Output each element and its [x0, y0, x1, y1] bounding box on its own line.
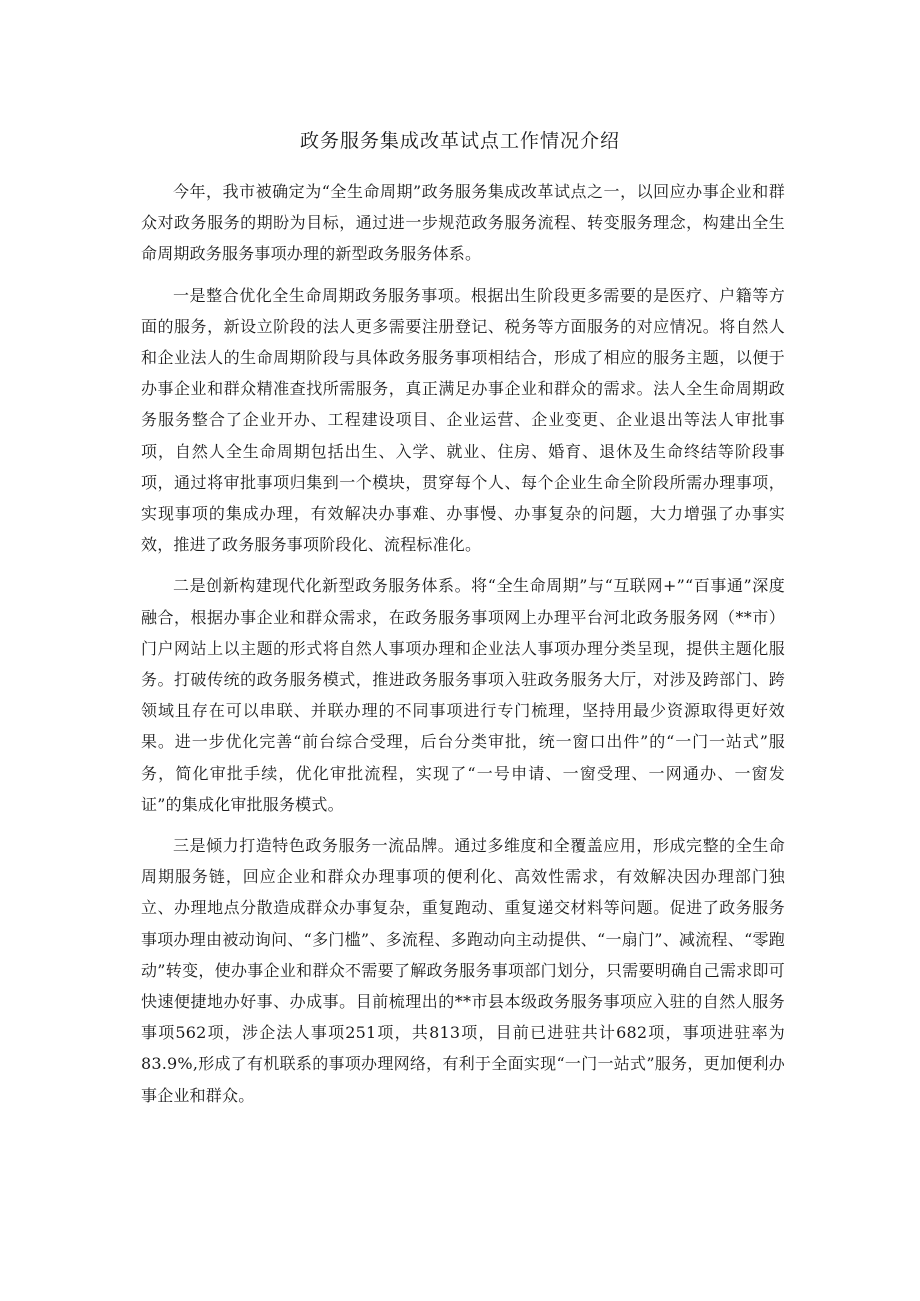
- document-body: [141, 176, 785, 1121]
- paragraph-one: 一是整合优化全生命周期政务服务事项。根据出生阶段更多需要的是医疗、户籍等方面的服务，新设立阶段的法人更多需要注册登记、税务等方面服务的对应情况。将自然人和企业法人的生命周期阶段与具体政务服务事项相结合，形成了相应的服务主题，以便于办事企业和群众精准查找所需服务，真正满足办事企业和群众的需求。法人全生命周期政务服务整合了企业开办、工程建设项目、企业运营、企业变更、企业退出等法人审批事项，自然人全生命周期包括出生、入学、就业、住房、婚育、退休及生命终结等阶段事项，通过将审批事项归集到一个模块，贯穿每个人、每个企业生命全阶段所需办理事项，实现事项的集成办理，有效解决办事难、办事慢、办事复杂的问题，大力增强了办事实效，推进了政务服务事项阶段化、流程标准化。: [141, 285, 785, 555]
- paragraph-intro: 今年，我市被确定为“全生命周期”政务服务集成改革试点之一，以回应办事企业和群众对政务服务的期盼为目标，通过进一步规范政务服务流程、转变服务理念，构建出全生命周期政务服务事项办理的新型政务服务体系。: [141, 182, 785, 264]
- document-title: 政务服务集成改革试点工作情况介绍: [299, 130, 620, 152]
- paragraph-two: 二是创新构建现代化新型政务服务体系。将“全生命周期”与“互联网+”“百事通”深度融合，根据办事企业和群众需求，在政务服务事项网上办理平台河北政务服务网（**市）门户网站上以主题的形式将自然人事项办理和企业法人事项办理分类呈现，提供主题化服务。打破传统的政务服务模式，推进政务服务事项入驻政务服务大厅，对涉及跨部门、跨领域且存在可以串联、并联办理的不同事项进行专门梳理，坚持用最少资源取得更好效果。进一步优化完善“前台综合受理，后台分类审批，统一窗口出件”的“一门一站式”服务，简化审批手续，优化审批流程，实现了“一号申请、一窗受理、一网通办、一窗发证”的集成化审批服务模式。: [141, 576, 785, 814]
- paragraph-three: 三是倾力打造特色政务服务一流品牌。通过多维度和全覆盖应用，形成完整的全生命周期服务链，回应企业和群众办理事项的便利化、高效性需求，有效解决因办理部门独立、办理地点分散造成群众办事复杂，重复跑动、重复递交材料等问题。促进了政务服务事项办理由被动询问、“多门槛”、多流程、多跑动向主动提供、“一扇门”、减流程、“零跑动”转变，使办事企业和群众不需要了解政务服务事项部门划分，只需要明确自己需求即可快速便捷地办好事、办成事。目前梳理出的**市县本级政务服务事项应入驻的自然人服务事项562项，涉企法人事项251项，共813项，目前已进驻共计682项，事项进驻率为83.9%,形成了有机联系的事项办理网络，有利于全面实现“一门一站式”服务，更加便利办事企业和群众。: [141, 836, 785, 1105]
